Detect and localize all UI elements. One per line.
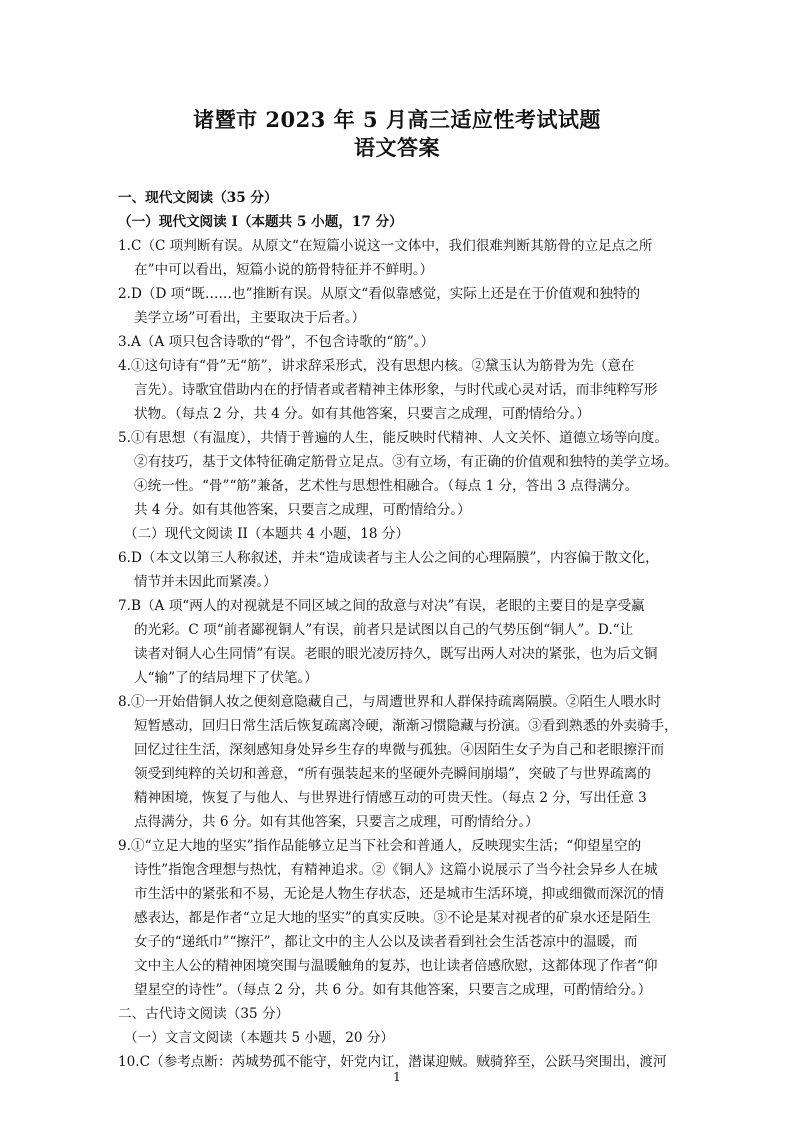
answer-content [118, 186, 678, 1074]
text-line: 女子的“递纸巾”“擦汗”，都让文中的主人公以及读者看到社会生活苍凉中的温暖，而 [134, 934, 638, 950]
text-line: （二）现代文阅读 II（本题共 4 小题，18 分） [124, 526, 410, 542]
text-line: 领受到纯粹的关切和善意，“所有强装起来的坚硬外壳瞬间崩塌”，突破了与世界疏离的 [134, 766, 651, 782]
text-line: 读者对铜人心生同情”有误。老眼的眼光凌厉持久，既写出两人对决的紧张，也为后文铜 [134, 646, 658, 662]
text-line: 在”中可以看出，短篇小说的筋骨特征并不鲜明。） [134, 262, 434, 278]
text-line: （一）现代文阅读 I（本题共 5 小题，17 分） [118, 214, 403, 230]
text-line: ②有技巧，基于文体特征确定筋骨立足点。③有立场，有正确的价值观和独特的美学立场。 [134, 454, 678, 470]
text-line: 望星空的诗性”。（每点 2 分，共 6 分。如有其他答案，只要言之成理，可酌情给分。） [134, 982, 652, 998]
text-line: 短暂感动，回归日常生活后恢复疏离冷硬，渐渐习惯隐藏与扮演。③看到熟悉的外卖骑手， [134, 718, 678, 734]
text-line: 点得满分，共 6 分。如有其他答案，只要言之成理，可酌情给分。） [134, 814, 539, 830]
text-line: 共 4 分。如有其他答案，只要言之成理，可酌情给分。） [134, 502, 471, 518]
page-number: 1 [393, 1070, 401, 1084]
text-line: 人“输”了的结局埋下了伏笔。） [134, 670, 318, 686]
text-line: 4.①这句诗有“骨”无“筋”，讲求辞采形式，没有思想内核。②黛玉认为筋骨为先（意在 [118, 358, 635, 374]
text-line: 感表达，都是作者“立足大地的坚实”的真实反映。③不论是某对视者的矿泉水还是陌生 [134, 910, 651, 926]
text-line: ④统一性。“骨”“筋”兼备，艺术性与思想性相融合。（每点 1 分，答出 3 点得满分。 [134, 478, 639, 494]
text-line: 6.D（本文以第三人称叙述，并未“造成读者与主人公之间的心理隔膜”，内容偏于散文化， [118, 550, 659, 566]
text-line: 10.C（参考点断：芮城势孤不能守，奸党内讧，潜谋迎贼。贼骑猝至，公跃马突围出，渡河 [118, 1054, 667, 1070]
text-line: 9.①“立足大地的坚实”指作品能够立足当下社会和普通人，反映现实生活；“仰望星空的 [118, 838, 642, 854]
text-line: （一）文言文阅读（本题共 5 小题，20 分） [124, 1030, 395, 1046]
document-title: 诸暨市 2023 年 5 月高三适应性考试试题 [193, 107, 601, 132]
text-line: 回忆过往生活，深刻感知身处异乡生存的卑微与孤独。④因陌生女子为自己和老眼擦汗而 [134, 742, 665, 758]
text-line: 一、现代文阅读（35 分） [118, 190, 278, 206]
text-line: 文中主人公的精神困境突围与温暖触角的复苏，也让读者倍感欣慰，这都体现了作者“仰 [134, 958, 658, 974]
text-line: 美学立场”可看出，主要取决于后者。） [134, 310, 366, 326]
text-line: 2.D（D 项“既……也”推断有误。从原文“看似靠感觉，实际上还是在于价值观和独特的 [118, 286, 641, 302]
text-line: 情节并未因此而紧凑。） [134, 574, 277, 590]
text-line: 市生活中的紧张和不易，无论是人物生存状态，还是城市生活环境，抑或细微而深沉的情 [134, 886, 665, 902]
text-line: 1.C（C 项判断有误。从原文“在短篇小说这一文体中，我们很难判断其筋骨的立足点之所 [118, 238, 653, 254]
text-line: 言先）。诗歌宜借助内在的抒情者或者精神主体形象，与时代或心灵对话，而非纯粹写形 [134, 382, 658, 398]
text-line: 二、古代诗文阅读（35 分） [118, 1006, 290, 1022]
text-line: 的光彩。C 项“前者鄙视铜人”有误，前者只是试图以自己的气势压倒“铜人”。D.“让 [134, 622, 634, 638]
text-line: 8.①一开始借铜人妆之便刻意隐藏自己，与周遭世界和人群保持疏离隔膜。②陌生人喂水时 [118, 694, 662, 710]
document-subtitle: 语文答案 [354, 135, 440, 160]
text-line: 状物。（每点 2 分，共 4 分。如有其他答案，只要言之成理，可酌情给分。） [134, 406, 590, 422]
text-line: 3.A（A 项只包含诗歌的“骨”，不包含诗歌的“筋”。） [118, 334, 435, 350]
text-line: 诗性”指饱含理想与热忱，有精神追求。②《铜人》这篇小说展示了当今社会异乡人在城 [134, 862, 658, 878]
text-line: 精神困境，恢复了与他人、与世界进行情感互动的可贵天性。（每点 2 分，写出任意 3 [134, 790, 647, 806]
text-line: 5.①有思想（有温度），共情于普遍的人生，能反映时代精神、人文关怀、道德立场等向度。 [118, 430, 668, 446]
text-line: 7.B（A 项“两人的对视就是不同区域之间的敌意与对决”有误，老眼的主要目的是享受赢 [118, 598, 645, 614]
